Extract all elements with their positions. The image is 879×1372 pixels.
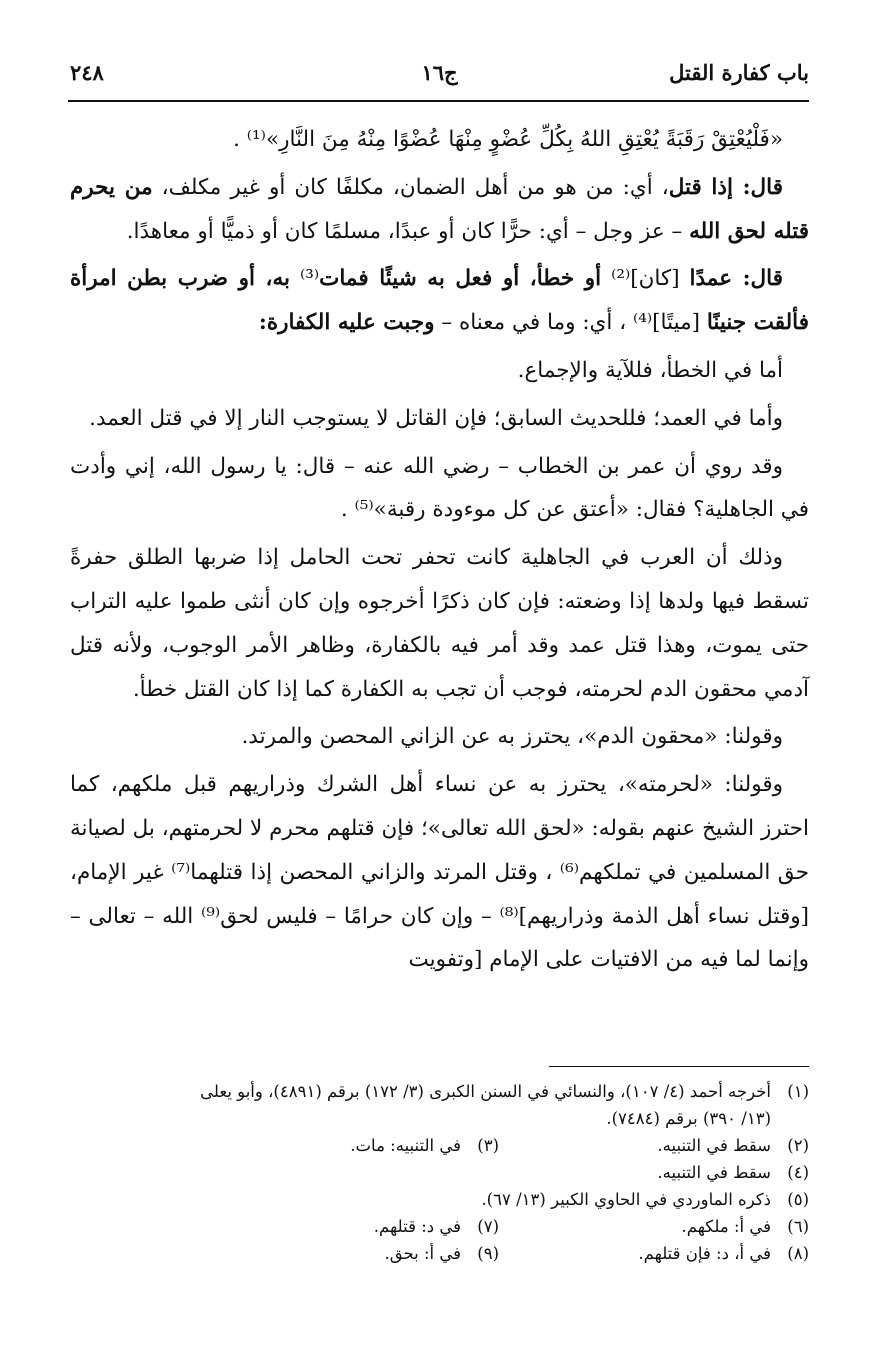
- footnote-number: (٥): [787, 1190, 809, 1209]
- matn-text: من يحرم قتله لحق الله: [70, 174, 809, 244]
- footnote-5: [70, 1186, 809, 1213]
- commentary-text: [ميتًا]⁽⁴⁾ ، أي: وما في معناه –: [441, 310, 700, 336]
- matn-text: قال: إذا قتل: [668, 174, 783, 200]
- footnote-9: [189, 1240, 499, 1267]
- footnote-text: أخرجه أحمد (٤/ ١٠٧)، والنسائي في السنن الكبرى (٣/ ١٧٢) برقم (٤٨٩١)، وأبو يعلى: [200, 1082, 771, 1101]
- chapter-title: باب كفارة القتل: [669, 60, 809, 85]
- footnote-4: [70, 1159, 809, 1186]
- running-header: [70, 60, 809, 94]
- footnotes: [70, 1078, 809, 1267]
- paragraph-4: أما في الخطأ، فللآية والإجماع.: [517, 357, 783, 383]
- footnote-number: (١): [787, 1082, 809, 1101]
- footnote-number: (٣): [477, 1136, 499, 1155]
- footnote-separator: [549, 1066, 809, 1067]
- footnote-8: [499, 1240, 809, 1267]
- matn-text: أو خطأ، أو فعل به شيئًا فمات: [319, 266, 602, 292]
- footnote-text: في التنبيه: مات.: [350, 1136, 461, 1155]
- header-rule: [68, 100, 809, 102]
- footnote-7: [189, 1213, 499, 1240]
- footnote-text: (١٣/ ٣٩٠) برقم (٧٤٨٤).: [606, 1109, 771, 1128]
- footnote-text: ذكره الماوردي في الحاوي الكبير (١٣/ ٦٧).: [481, 1190, 771, 1209]
- paragraph-8: وقولنا: «محقون الدم»، يحترز به عن الزاني المحصن والمرتد.: [241, 724, 783, 750]
- footnote-text: في د: قتلهم.: [373, 1217, 461, 1236]
- volume-label: ج١٦: [421, 60, 458, 85]
- page-number: ٢٤٨: [70, 60, 104, 85]
- matn-text: وجبت عليه الكفارة:: [258, 310, 435, 336]
- footnote-6: [499, 1213, 809, 1240]
- commentary-text: – عز وجل – أي: حرًّا كان أو عبدًا، مسلمًا كان أو ذميًّا أو معاهدًا.: [126, 218, 683, 244]
- paragraph-matn-1: [70, 166, 809, 254]
- footnote-text: في أ: بحق.: [384, 1244, 461, 1263]
- paragraph-5: وأما في العمد؛ فللحديث السابق؛ فإن القاتل لا يستوجب النار إلا في قتل العمد.: [89, 405, 783, 431]
- footnote-row-2-3: [70, 1132, 809, 1159]
- footnote-text: في أ: ملكهم.: [681, 1217, 771, 1236]
- footnote-number: (٩): [477, 1244, 499, 1263]
- footnote-number: (٦): [787, 1217, 809, 1236]
- footnote-1: [70, 1078, 809, 1105]
- footnote-2: [499, 1132, 809, 1159]
- footnote-number: (٢): [787, 1136, 809, 1155]
- footnote-1-continued: [70, 1105, 809, 1132]
- bracket-text: [كان]⁽²⁾: [611, 266, 680, 292]
- footnote-number: (٧): [477, 1217, 499, 1236]
- main-text: [70, 118, 809, 982]
- paragraph-6: وقد روي أن عمر بن الخطاب – رضي الله عنه – قال: يا رسول الله، إني وأدت في الجاهلية؟ فقال: «أعتق عن كل موءودة رقبة»⁽⁵⁾ .: [70, 453, 809, 523]
- paragraph-hadith: «فَلْيُعْتِقْ رَقَبَةً يُعْتِقِ اللهُ بِكُلِّ عُضْوٍ مِنْهَا عُضْوًا مِنْهُ مِنَ النَّارِ»⁽¹⁾ .: [233, 127, 783, 152]
- footnote-row-6-7: [70, 1213, 809, 1240]
- footnote-number: (٤): [787, 1163, 809, 1182]
- footnote-text: سقط في التنبيه.: [657, 1163, 771, 1182]
- footnote-ref: ⁽³⁾: [299, 266, 320, 292]
- footnote-text: سقط في التنبيه.: [657, 1136, 771, 1155]
- footnote-3: [189, 1132, 499, 1159]
- paragraph-9: وقولنا: «لحرمته»، يحترز به عن نساء أهل الشرك وذراريهم قبل ملكهم، كما احترز الشيخ عنهم بقوله: «لحق الله تعالى»؛ فإن قتلهم محرم لا لحرمتهم، بل لصيانة حق المسلمين في تملكهم⁽⁶⁾ ، وقتل المرتد والزاني المحصن إذا قتلهما⁽⁷⁾ غير الإمام، [وقتل نساء أهل الذمة وذراريهم]⁽⁸⁾ – وإن كان حرامًا – فليس لحق⁽⁹⁾ الله – تعالى – وإنما لما فيه من الافتيات على الإمام [وتفويت: [70, 772, 809, 973]
- footnote-number: (٨): [787, 1244, 809, 1263]
- footnote-text: في أ، د: فإن قتلهم.: [638, 1244, 771, 1263]
- commentary-text: ، أي: من هو من أهل الضمان، مكلفًا كان أو غير مكلف،: [161, 174, 669, 200]
- paragraph-matn-2: [70, 257, 809, 345]
- matn-text: قال: عمدًا: [689, 266, 783, 292]
- paragraph-7: وذلك أن العرب في الجاهلية كانت تحفر تحت الحامل إذا ضربها الطلق حفرةً تسقط فيها ولدها إذا وضعته: فإن كان ذكرًا أخرجوه وإن كان أنثى طموا عليه التراب حتى يموت، وهذا قتل عمد وقد أمر فيه بالكفارة، وظاهر الأمر الوجوب، ولأنه قتل آدمي محقون الدم لحرمته، فوجب أن تجب به الكفارة كما إذا كان القتل خطأ.: [70, 545, 809, 702]
- matn-text: به، أو ضرب بطن امرأة فألقت جنينًا: [70, 266, 809, 336]
- footnote-row-8-9: [70, 1240, 809, 1267]
